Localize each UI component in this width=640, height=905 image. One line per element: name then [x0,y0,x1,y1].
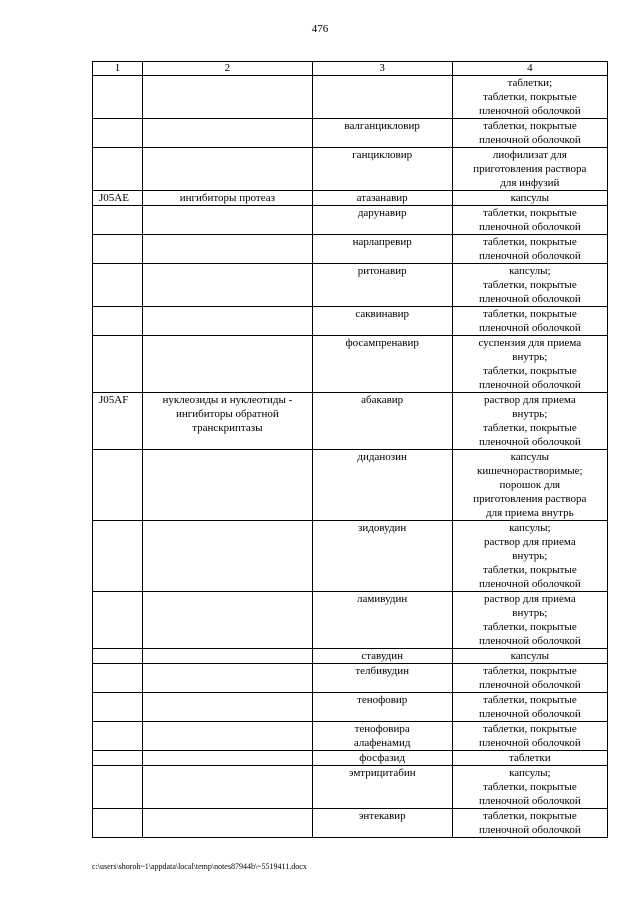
drug-name-cell: нарлапревир [312,235,452,264]
dosage-forms-cell: таблетки, покрытые пленочной оболочкой [452,119,607,148]
atc-code-cell [93,206,143,235]
drug-name-cell: дарунавир [312,206,452,235]
group-name-cell [143,693,313,722]
table-row [93,751,608,766]
dosage-forms-cell: капсулы [452,649,607,664]
group-name-cell [143,450,313,521]
drug-name-cell: ставудин [312,649,452,664]
table-row [93,809,608,838]
group-name-cell [143,751,313,766]
atc-code-cell [93,693,143,722]
atc-code-cell [93,751,143,766]
atc-code-cell: J05AE [93,191,143,206]
drug-name-cell: ламивудин [312,592,452,649]
column-header-4: 4 [452,62,607,76]
drug-name-cell: ритонавир [312,264,452,307]
table-row [93,722,608,751]
group-name-cell: нуклеозиды и нуклеотиды - ингибиторы обратной транскриптазы [143,393,313,450]
table-row [93,450,608,521]
group-name-cell [143,722,313,751]
group-name-cell [143,148,313,191]
dosage-forms-cell: капсулы [452,191,607,206]
drug-name-cell: фосфазид [312,751,452,766]
table-row [93,264,608,307]
dosage-forms-cell: таблетки, покрытые пленочной оболочкой [452,809,607,838]
group-name-cell [143,206,313,235]
dosage-forms-cell: капсулы; раствор для приема внутрь; таблетки, покрытые пленочной оболочкой [452,521,607,592]
dosage-forms-cell: раствор для приема внутрь; таблетки, покрытые пленочной оболочкой [452,393,607,450]
table-row [93,766,608,809]
group-name-cell [143,307,313,336]
table-row [93,191,608,206]
table-row [93,119,608,148]
atc-code-cell [93,235,143,264]
group-name-cell [143,235,313,264]
atc-code-cell [93,722,143,751]
dosage-forms-cell: капсулы кишечнорастворимые; порошок для приготовления раствора для приема внутрь [452,450,607,521]
drug-name-cell: ганцикловир [312,148,452,191]
atc-code-cell: J05AF [93,393,143,450]
table-row [93,235,608,264]
dosage-forms-cell: таблетки, покрытые пленочной оболочкой [452,693,607,722]
column-header-1: 1 [93,62,143,76]
atc-code-cell [93,76,143,119]
dosage-forms-cell: таблетки, покрытые пленочной оболочкой [452,206,607,235]
column-header-3: 3 [312,62,452,76]
atc-code-cell [93,521,143,592]
group-name-cell [143,521,313,592]
atc-code-cell [93,336,143,393]
page-number: 476 [311,23,329,35]
group-name-cell [143,592,313,649]
atc-code-cell [93,592,143,649]
drug-name-cell: тенофовира алафенамид [312,722,452,751]
group-name-cell [143,119,313,148]
dosage-forms-cell: капсулы; таблетки, покрытые пленочной оболочкой [452,766,607,809]
atc-code-cell [93,809,143,838]
atc-code-cell [93,307,143,336]
group-name-cell [143,766,313,809]
table-row [93,76,608,119]
table-body [93,76,608,838]
dosage-forms-cell: таблетки; таблетки, покрытые пленочной оболочкой [452,76,607,119]
dosage-forms-cell: капсулы; таблетки, покрытые пленочной оболочкой [452,264,607,307]
dosage-forms-cell: суспензия для приема внутрь; таблетки, покрытые пленочной оболочкой [452,336,607,393]
group-name-cell [143,76,313,119]
atc-code-cell [93,649,143,664]
drug-name-cell: телбивудин [312,664,452,693]
group-name-cell [143,264,313,307]
atc-code-cell [93,766,143,809]
table-row [93,592,608,649]
atc-code-cell [93,148,143,191]
dosage-forms-cell: таблетки, покрытые пленочной оболочкой [452,235,607,264]
drug-name-cell: атазанавир [312,191,452,206]
drug-name-cell: саквинавир [312,307,452,336]
atc-code-cell [93,450,143,521]
drug-name-cell: абакавир [312,393,452,450]
atc-code-cell [93,264,143,307]
dosage-forms-cell: лиофилизат для приготовления раствора для инфузий [452,148,607,191]
drug-name-cell: энтекавир [312,809,452,838]
dosage-forms-cell: таблетки, покрытые пленочной оболочкой [452,722,607,751]
group-name-cell [143,649,313,664]
table-row [93,693,608,722]
group-name-cell [143,336,313,393]
table-header-row [93,62,608,76]
table-row [93,393,608,450]
table-row [93,307,608,336]
drug-name-cell: тенофовир [312,693,452,722]
drug-name-cell: валганцикловир [312,119,452,148]
drug-name-cell: эмтрицитабин [312,766,452,809]
drug-name-cell: зидовудин [312,521,452,592]
group-name-cell [143,664,313,693]
table-row [93,521,608,592]
table-row [93,206,608,235]
drug-name-cell: фосампренавир [312,336,452,393]
table-row [93,336,608,393]
group-name-cell: ингибиторы протеаз [143,191,313,206]
table-row [93,664,608,693]
dosage-forms-cell: таблетки, покрытые пленочной оболочкой [452,664,607,693]
atc-code-cell [93,119,143,148]
footer-file-path: c:\users\shoroh~1\appdata\local\temp\notes87944b\~5519411.docx [92,862,307,871]
dosage-forms-cell: таблетки [452,751,607,766]
dosage-forms-cell: раствор для приема внутрь; таблетки, покрытые пленочной оболочкой [452,592,607,649]
drug-name-cell: диданозин [312,450,452,521]
column-header-2: 2 [143,62,313,76]
drug-name-cell [312,76,452,119]
dosage-forms-cell: таблетки, покрытые пленочной оболочкой [452,307,607,336]
table-row [93,649,608,664]
group-name-cell [143,809,313,838]
atc-code-cell [93,664,143,693]
table-row [93,148,608,191]
drug-table [92,61,608,838]
